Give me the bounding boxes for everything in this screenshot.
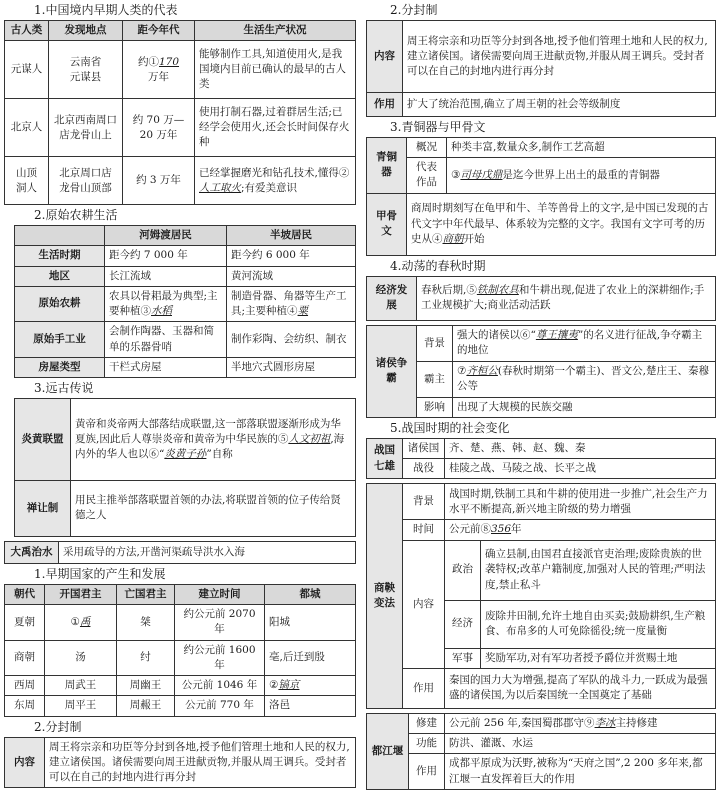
answer-blank: 司母戊鼎 [460,168,503,181]
table-row [5,676,356,696]
human-name: 山顶 洞人 [5,157,49,205]
time-cell [445,520,716,540]
age-prefix: 约① [137,55,159,68]
text-prefix: 公元前 256 年,秦国蜀郡郡守⑨ [449,716,595,729]
table-row [5,41,356,99]
sub-label: 修建 [409,713,445,733]
text-prefix: 公元前⑧ [449,523,491,536]
works-cell [447,158,716,193]
row-label: 原始农耕 [15,286,105,321]
text-suffix: 主持修建 [615,716,658,729]
capital-cell: 阳城 [265,605,356,640]
answer-blank: 人文初祖 [288,432,331,445]
founder-cell: 汤 [45,640,117,675]
table-row [367,754,716,790]
table-row [15,322,356,357]
sub-sub-label: 经济 [445,600,481,648]
text-suffix: 开始 [463,232,485,245]
table-row [15,266,356,286]
answer-blank: 齐桓公 [466,364,498,377]
founder-prefix: ① [70,615,80,628]
sub-label: 作用 [409,754,445,790]
text-prefix: 强大的诸侯以⑥“ [457,328,536,341]
row-label: 战国 七雄 [367,438,403,478]
section-title-bronze: 3.青铜器与甲骨文 [390,120,486,134]
last-ruler: 周幽王 [117,676,175,696]
hemudu-cell: 长江流域 [105,266,227,286]
hegemony-table [366,325,716,418]
row-label: 商鞅 变法 [367,484,403,708]
text-suffix: ”的名义进行征战,争夺霸主的地位 [457,328,703,357]
military-cell: 奖励军功,对有军功者授予爵位并赏赐土地 [481,648,716,668]
life-cell: 能够制作工具,知道使用火,是我国境内目前已确认的最早的古人类 [195,41,356,99]
last-ruler: 周赧王 [117,696,175,716]
right-column [366,0,716,790]
table-row [367,438,716,458]
sub-label: 影响 [417,397,453,417]
founding-time: 约公元前 1600 年 [175,640,265,675]
banpo-cell: 距今约 6 000 年 [227,246,356,266]
oracle-cell [407,193,716,255]
battles-cell: 桂陵之战、马陵之战、长平之战 [445,459,716,479]
dujiangyan-table [366,713,716,790]
sub-sub-label: 政治 [445,540,481,600]
answer-blank: 铁制农具 [476,283,519,296]
text-suffix: 年 [511,523,522,536]
section-title-early-states: 1.早期国家的产生和发展 [34,566,166,581]
dynasty-name: 东周 [5,696,45,716]
bg-cell [453,325,716,361]
content-cell: 周王将宗亲和功臣等分封到各地,授予他们管理土地和人民的权力,建立诸侯国。诸侯需要向周王进献贡物,并服从周王调兵。受封者可以在自己的封地内进行再分封 [45,737,356,788]
sub-label: 代表 作品 [407,158,447,193]
text-mid: ,海内外的华人也以⑥“ [75,432,345,461]
table-row [5,157,356,205]
header-cell: 距今年代 [123,21,195,41]
effect-cell: 秦国的国力大为增强,提高了军队的战斗力,一跃成为最强盛的诸侯国,为以后秦国统一全国奠定了基础 [445,668,716,708]
section-title-fenfeng-repeat: 2.分封制 [34,719,82,734]
sub-label: 功能 [409,733,445,753]
dynasties-table [4,584,356,717]
answer-blank: 尊王攘夷 [535,328,578,341]
header-cell: 都城 [265,584,356,604]
table-row [367,193,716,255]
row-label: 地区 [15,266,105,286]
banpo-cell: 半地穴式圆形房屋 [227,357,356,377]
banpo-cell: 制作彩陶、会纺织、制衣 [227,322,356,357]
yanhuang-cell [71,398,356,480]
row-label: 诸侯争霸 [367,325,417,417]
founding-time: 公元前 1046 年 [175,676,265,696]
age-cell: 约 3 万年 [123,157,195,205]
text-suffix: 和牛耕出现,促进了农业上的深耕细作;手工业规模扩大;商业活动活跃 [421,283,705,312]
dayu-cell: 采用疏导的方法,开凿河渠疏导洪水入海 [59,541,356,563]
early-humans-table [4,20,356,205]
row-label: 作用 [367,93,403,117]
answer-blank: 禹 [79,615,91,628]
text-suffix: ”自称 [206,448,233,461]
answer-blank: 170 [158,55,180,68]
table-row [367,459,716,479]
hegemon-cell [453,361,716,397]
row-label: 内容 [367,21,403,93]
header-cell: 古人类 [5,21,49,41]
table-row [5,696,356,716]
row-label: 大禹治水 [5,541,59,563]
sub-label: 作用 [403,668,445,708]
sub-sub-label: 军事 [445,648,481,668]
row-label: 都江堰 [367,713,409,789]
find-place: 云南省 元谋县 [49,41,123,99]
section-title-farming: 2.原始农耕生活 [34,208,118,223]
table-row [367,733,716,753]
table-row [367,158,716,193]
function-cell: 防洪、灌溉、水运 [445,733,716,753]
banpo-cell [227,286,356,321]
section-title-fenfeng: 2.分封制 [390,3,438,17]
row-label: 原始手工业 [15,322,105,357]
farming-table [14,225,356,378]
sub-label: 背景 [403,484,445,520]
fenfeng-table [366,20,716,117]
table-row [5,541,356,563]
answer-blank: 镐京 [278,679,300,692]
overview-cell: 种类丰富,数量众多,制作工艺高超 [447,138,716,158]
answer-blank: 炎黄子孙 [164,448,207,461]
sub-label: 战役 [403,459,445,479]
life-cell [195,157,356,205]
header-cell: 开国君主 [45,584,117,604]
sub-label: 背景 [417,325,453,361]
hemudu-cell [105,286,227,321]
table-row [5,640,356,675]
table-row [367,138,716,158]
hemudu-cell: 干栏式房屋 [105,357,227,377]
bronze-table [366,137,716,256]
table-row [367,361,716,397]
table-row [367,276,716,320]
life-prefix: 已经掌握磨光和钻孔技术,懂得② [199,166,350,179]
dayu-table [4,541,356,564]
row-label: 生活时期 [15,246,105,266]
answer-blank: 356 [491,523,512,536]
age-suffix: 万年 [148,70,169,83]
dynasty-name: 西周 [5,676,45,696]
table-row [367,520,716,540]
find-place: 北京西南周口店龙骨山上 [49,99,123,157]
answer-blank: 李冰 [594,716,616,729]
founder-cell [45,605,117,640]
text-prefix: ③ [451,168,461,181]
row-label: 甲骨文 [367,193,407,255]
table-row [15,357,356,377]
bg-cell: 战国时期,铁制工具和牛耕的使用进一步推广,社会生产力水平不断提高,新兴地主阶级的势力增强 [445,484,716,520]
section-title-early-humans: 1.中国境内早期人类的代表 [34,3,178,17]
fenfeng-table-repeat [4,737,356,789]
table-row [367,540,716,600]
header-cell: 发现地点 [49,21,123,41]
sub-label: 内容 [403,540,445,668]
qixiong-table [366,438,716,479]
text-prefix: 春秋后期,⑤ [421,283,477,296]
header-cell: 生活生产状况 [195,21,356,41]
header-cell: 亡国君主 [117,584,175,604]
table-row [367,93,716,117]
politics-cell: 确立县制,由国君直接派官吏治理;废除贵族的世袭特权;改革户籍制度,加强对人民的管理;严明法度,禁止私斗 [481,540,716,600]
econ-cell [417,276,716,320]
table-row [367,484,716,520]
table-row [5,605,356,640]
row-label: 青铜器 [367,138,407,194]
content-cell: 周王将宗亲和功臣等分封到各地,授予他们管理土地和人民的权力,建立诸侯国。诸侯需要向周王进献贡物,并服从周王调兵。受封者可以在自己的封地内进行再分封 [403,21,716,93]
text-prefix: ⑦ [457,364,467,377]
header-cell: 建立时间 [175,584,265,604]
table-row [367,668,716,708]
life-suffix: ;有爱美意识 [241,181,298,194]
founder-cell: 周平王 [45,696,117,716]
life-cell: 使用打制石器,过着群居生活;已经学会使用火,还会长时间保存火种 [195,99,356,157]
impact-cell: 出现了大规模的民族交融 [453,397,716,417]
sub-label: 时间 [403,520,445,540]
table-row [15,398,356,480]
founding-time: 约公元前 2070 年 [175,605,265,640]
cell-prefix: 农具以骨耜最为典型;主要种植③ [109,289,218,318]
table-row [5,99,356,157]
find-place: 北京周口店 龙骨山顶部 [49,157,123,205]
shanrang-cell: 用民主推举部落联盟首领的办法,将联盟首领的位子传给贤德之人 [71,480,356,536]
build-cell [445,713,716,733]
capital-cell: 洛邑 [265,696,356,716]
text-suffix: 是迄今世界上出土的最重的青铜器 [502,168,660,181]
answer-blank: 商朝 [442,232,464,245]
role-cell: 成都平原成为沃野,被称为“天府之国”,2 200 多年来,都江堰一直发挥着巨大的作用 [445,754,716,790]
age-cell [123,41,195,99]
capital-cell [265,676,356,696]
section-title-warring-states: 5.战国时期的社会变化 [390,420,510,435]
section-title-legends: 3.远古传说 [34,380,94,395]
human-name: 北京人 [5,99,49,157]
table-row [367,713,716,733]
banpo-cell: 黄河流域 [227,266,356,286]
table-row [367,21,716,93]
table-row [367,325,716,361]
sub-label: 霸主 [417,361,453,397]
sub-label: 概况 [407,138,447,158]
founding-time: 公元前 770 年 [175,696,265,716]
dynasty-name: 商朝 [5,640,45,675]
legends-table [14,398,356,537]
row-label: 炎黄联盟 [15,398,71,480]
dynasty-name: 夏朝 [5,605,45,640]
table-row [15,286,356,321]
hemudu-cell: 会制作陶器、玉器和简单的乐器骨哨 [105,322,227,357]
table-row [15,480,356,536]
left-column [4,0,356,788]
answer-blank: 人工取火 [199,181,241,194]
cell-prefix: 制造骨器、角器等生产工具;主要种植④ [231,289,347,318]
human-name: 元谋人 [5,41,49,99]
row-label: 经济发展 [367,276,417,320]
age-cell: 约 70 万— 20 万年 [123,99,195,157]
table-row [5,737,356,788]
text-suffix: (春秋时期第一个霸主)、晋文公,楚庄王、秦穆公等 [457,364,709,393]
table-row [15,246,356,266]
sub-label: 诸侯国 [403,438,445,458]
row-label: 内容 [5,737,45,788]
hemudu-cell: 距今约 7 000 年 [105,246,227,266]
last-ruler: 桀 [117,605,175,640]
answer-blank: 水稻 [151,305,172,318]
header-cell: 半坡居民 [227,226,356,246]
last-ruler: 纣 [117,640,175,675]
text-prefix: 黄帝和炎帝两大部落结成联盟,这一部落联盟逐渐形成为华夏族,因此后人尊崇炎帝和黄帝为中华民族的⑤ [75,417,341,445]
economy-cell: 废除井田制,允许土地自由买卖;鼓励耕织,生产粮食、布帛多的人可免除徭役;统一度量衡 [481,600,716,648]
table-row [367,397,716,417]
header-cell: 朝代 [5,584,45,604]
capital-prefix: ② [269,679,279,692]
reform-table [366,483,716,708]
row-label: 房屋类型 [15,357,105,377]
answer-blank: 粟 [297,305,309,318]
row-label: 禅让制 [15,480,71,536]
header-cell [15,226,105,246]
spring-autumn-econ-table [366,276,716,321]
founder-cell: 周武王 [45,676,117,696]
section-title-spring-autumn: 4.动荡的春秋时期 [390,258,486,273]
states-cell: 齐、楚、燕、韩、赵、魏、秦 [445,438,716,458]
text-prefix: 商周时期刻写在龟甲和牛、羊等兽骨上的文字,是中国已发现的古代文字中年代最早、体系较为完整的文字。我国有文字可考的历史从④ [411,202,709,245]
capital-cell: 亳,后迁到殷 [265,640,356,675]
effect-cell: 扩大了统治范围,确立了周王朝的社会等级制度 [403,93,716,117]
header-cell: 河姆渡居民 [105,226,227,246]
